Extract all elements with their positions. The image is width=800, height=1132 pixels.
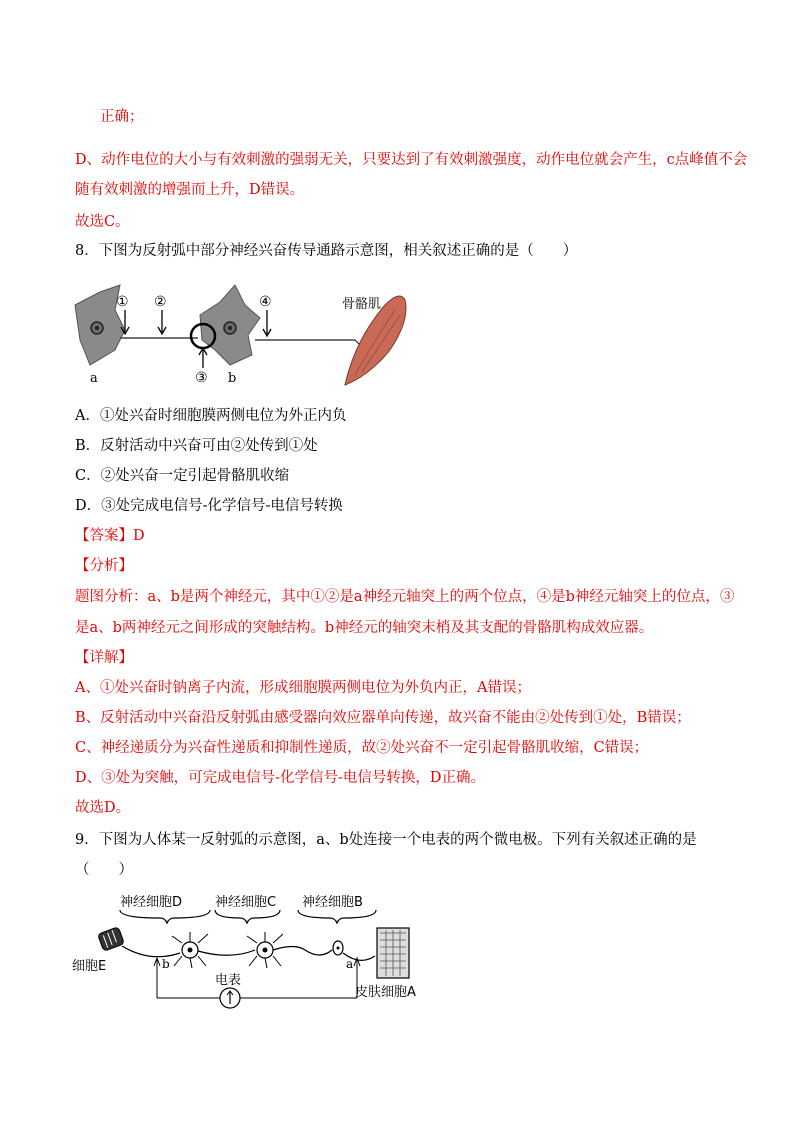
label-p2: ②	[154, 294, 167, 310]
label-cell-b: 神经细胞B	[302, 895, 363, 910]
brace-b	[298, 910, 376, 923]
q8-option-b: B．反射活动中兴奋可由②处传到①处	[75, 438, 318, 454]
brace-c	[215, 910, 280, 923]
label-cell-a: 皮肤细胞A	[355, 985, 416, 1000]
q8-option-d: D．③处完成电信号-化学信号-电信号转换	[75, 498, 343, 514]
q8-stem: 8．下图为反射弧中部分神经兴奋传导通路示意图，相关叙述正确的是（ ）	[75, 243, 578, 259]
label-b: b	[228, 371, 237, 386]
q8-analysis-1: 题图分析：a、b是两个神经元，其中①②是a神经元轴突上的两个位点，④是b神经元轴突上的位点，③	[75, 589, 735, 605]
q9-figure	[70, 888, 450, 1020]
q9-stem-cont: （ ）	[75, 862, 133, 878]
q8-option-c: C．②处兴奋一定引起骨骼肌收缩	[75, 468, 290, 484]
q8-conclusion: 故选D。	[75, 800, 131, 816]
brace-d	[120, 910, 210, 923]
label-a: a	[90, 371, 98, 386]
q8-option-a: A．①处兴奋时细胞膜两侧电位为外正内负	[75, 408, 347, 424]
prev-conclusion: 故选C。	[75, 214, 130, 230]
q8-detail-b: B、反射活动中兴奋沿反射弧由感受器向效应器单向传递，故兴奋不能由②处传到①处，B错误；	[75, 710, 691, 726]
label-cell-d: 神经细胞D	[120, 895, 183, 910]
q8-analysis-title: 【分析】	[75, 558, 133, 574]
q8-detail-title: 【详解】	[75, 650, 133, 666]
q8-answer: 【答案】D	[75, 528, 145, 544]
q8-detail-d: D、③处为突触，可完成电信号-化学信号-电信号转换，D正确。	[75, 770, 486, 786]
q8-figure	[70, 280, 420, 395]
label-p3: ③	[195, 370, 208, 386]
q8-detail-a: A、①处兴奋时钠离子内流，形成细胞膜两侧电位为外负内正，A错误；	[75, 680, 531, 696]
prev-text-1: 正确；	[100, 109, 144, 125]
label-p1: ①	[116, 294, 129, 310]
label-a-electrode: a	[346, 957, 354, 971]
cell-e-shape	[98, 927, 125, 951]
prev-text-2: D、动作电位的大小与有效刺激的强弱无关，只要达到了有效刺激强度，动作电位就会产生，c点峰值不会	[75, 152, 748, 168]
label-meter: 电表	[215, 973, 242, 988]
label-p4: ④	[259, 294, 272, 310]
label-cell-c: 神经细胞C	[215, 895, 277, 910]
label-muscle: 骨骼肌	[342, 297, 382, 312]
q9-stem: 9．下图为人体某一反射弧的示意图，a、b处连接一个电表的两个微电极。下列有关叙述正确的是	[75, 832, 697, 848]
prev-text-3: 随有效刺激的增强而上升，D错误。	[75, 182, 305, 198]
label-b-electrode: b	[162, 957, 170, 971]
q8-analysis-2: 是a、b两神经元之间形成的突触结构。b神经元的轴突末梢及其支配的骨骼肌构成效应器。	[75, 620, 654, 636]
label-cell-e: 细胞E	[72, 959, 107, 974]
q8-detail-c: C、神经递质分为兴奋性递质和抑制性递质，故②处兴奋不一定引起骨骼肌收缩，C错误；	[75, 740, 649, 756]
